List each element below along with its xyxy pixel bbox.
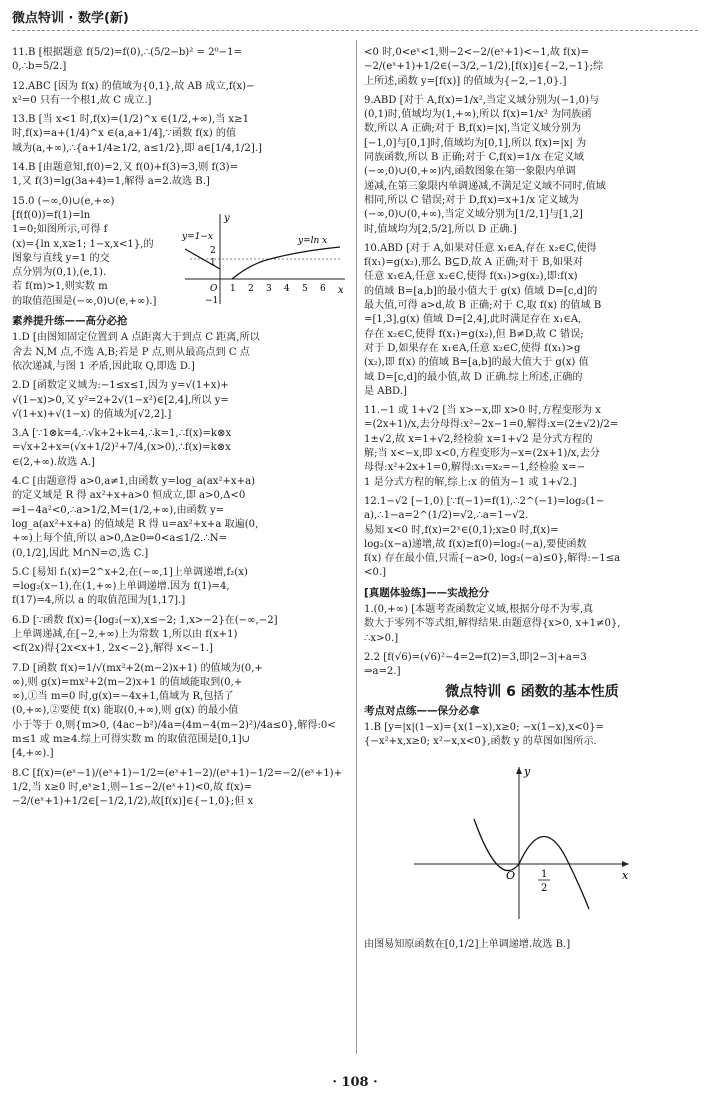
- answer-line: 的定义域是 R 得 ax²+x+a>0 恒成立,即 a>0,Δ<0: [12, 490, 246, 502]
- ln-label: y=ln x: [298, 235, 328, 246]
- right-answer-item: [364, 46, 700, 89]
- answer-line: +∞)上每个值,所以 a>0,Δ≥0⇒0<a≤1/2.∴N=: [12, 533, 228, 545]
- answer-line: log_a(ax²+x+a) 的值域是 R 得 u=ax²+x+a 取遍(0,: [12, 518, 259, 530]
- answer-line: 的值域 B=[a,b]的最小值大于 g(x) 值域 D=[c,d]的: [364, 285, 598, 297]
- answer-line: −2/(eˣ+1)+1/2∈(−3/2,−1/2),[f(x)]∈{−2,−1};综: [364, 61, 604, 73]
- tick-x-5: 5: [302, 283, 308, 294]
- x-label: x: [338, 284, 344, 296]
- left-answer-item: [12, 767, 350, 810]
- answer-line: 依次递减,与图 1 矛盾,因此取 Q,即选 D.]: [12, 360, 195, 372]
- right-answer-item: [364, 495, 700, 581]
- answer-line: 0,∴b=5/2.]: [12, 61, 67, 73]
- ln-curve: [232, 247, 340, 279]
- answer-line: 1.B [y=|x|(1−x)={x(1−x),x≥0; −x(1−x),x<0}=: [364, 722, 604, 734]
- answer-line: ∈(2,+∞).故选 A.]: [12, 456, 95, 468]
- left-answer-item: [12, 662, 350, 762]
- right-answer-item: [364, 603, 700, 646]
- tick-x-2: 2: [248, 283, 254, 294]
- answer-line: f(x) 存在最小值,只需{−a>0, log₂(−a)≤0},解得:−1≤a: [364, 553, 621, 565]
- answer-line: [f(f(0))=f(1)=ln: [12, 209, 91, 221]
- origin-label: O: [506, 868, 516, 882]
- answer-line: 2.D [函数定义域为:−1≤x≤1,因为 y=√(1+x)+: [12, 380, 229, 392]
- left-answer-item: [12, 566, 350, 609]
- answer-line: ∴x>0.]: [364, 632, 399, 644]
- answer-line: (−∞,0)∪(0,+∞),当定义域分别为[1/2,1]与[1,2]: [364, 209, 583, 221]
- right-answer-item: [364, 651, 700, 680]
- section-heading-real-exam: [真题体验练]——实战抢分: [364, 586, 490, 599]
- page-number: · 108 ·: [332, 1075, 378, 1090]
- answer-line: 1.(0,+∞) [本题考查函数定义域,根据分母不为零,真: [364, 603, 594, 615]
- y-label: y: [224, 212, 230, 224]
- answer-line: 10.ABD [对于 A,如果对任意 x₁∈A,存在 x₂∈C,使得: [364, 242, 597, 254]
- answer-line: =log₂(x−1),在(1,+∞)上单调递增.因为 f(1)=4,: [12, 581, 230, 593]
- left-column: [12, 46, 350, 815]
- answer-line: (x)={ln x,x≥1; 1−x,x<1},的: [12, 238, 154, 250]
- answer-line: ∞),①当 m=0 时,g(x)=−4x+1,值域为 R,包括了: [12, 691, 234, 703]
- left-answer-item: [12, 113, 350, 156]
- tick-x-4: 4: [284, 283, 290, 294]
- left-answer-item: [12, 331, 350, 374]
- page-header: [12, 8, 698, 31]
- answer-line: 13.B [当 x<1 时,f(x)=(1/2)^x ∈(1/2,+∞),当 x≥1: [12, 114, 249, 126]
- answer-line: 上单调递减,在[−2,+∞)上为常数 1,所以由 f(x+1): [12, 628, 238, 640]
- tick-y1: 1: [210, 257, 216, 268]
- section-heading-points: 考点对点练——保分必拿: [364, 704, 480, 717]
- answer-line: 时,f(x)=a+(1/4)^x ∈(a,a+1/4],∵函数 f(x) 的值: [12, 128, 237, 140]
- x-axis-arrow: [622, 861, 629, 867]
- y-label: y: [524, 764, 531, 778]
- answer-line: 同族函数,所以 B 正确;对于 C,f(x)=1/x 在定义域: [364, 152, 585, 164]
- answer-line: ⇒1−4a²<0,∴a>1/2,M=(1/2,+∞),由函数 y=: [12, 504, 225, 516]
- answer-line: 时,值域均为[2,5/2],所以 D 正确.]: [364, 223, 517, 235]
- answer-line: 若 f(m)>1,则实数 m: [12, 281, 108, 293]
- answer-line: 11.−1 或 1+√2 [当 x>−x,即 x>0 时,方程变形为 x: [364, 405, 601, 417]
- answer-line: <0 时,0<eˣ<1,则−2<−2/(eˣ+1)<−1,故 f(x)=: [364, 47, 589, 58]
- answer-line: 相同,所以 C 错误;对于 D,f(x)=x+1/x 定义域为: [364, 194, 579, 206]
- answer-line: a),∴1−a=2^(1/2)=√2,∴a=1−√2.: [364, 510, 529, 522]
- tick-x-3: 3: [266, 283, 272, 294]
- answer-line: 的取值范围是(−∞,0)∪(e,+∞).]: [12, 295, 157, 307]
- answer-line: 9.ABD [对于 A,f(x)=1/x²,当定义域分别为(−1,0)与: [364, 94, 600, 106]
- left-answer-item: [12, 80, 350, 109]
- right-answer-item: [364, 242, 700, 399]
- right-answer-item: [364, 721, 700, 750]
- answer-line: {−x²+x,x≥0; x²−x,x<0},函数 y 的草图如图所示.: [364, 736, 597, 748]
- section-heading-improve: 素养提升练——高分必抢: [12, 315, 128, 328]
- graph-ln-and-line: [180, 209, 350, 309]
- origin-label: O: [210, 283, 218, 294]
- answer-line: 图象与直线 y=1 的交: [12, 252, 110, 264]
- answer-line: f(x₁)=g(x₂),那么 B⊆D,故 A 正确;对于 B,如果对: [364, 257, 583, 269]
- unit-title: 微点特训 6 函数的基本性质: [445, 684, 619, 701]
- answer-line: 任意 x₁∈A,任意 x₂∈C,使得 f(x₁)>g(x₂),即:f(x): [364, 271, 578, 283]
- answer-line: 2.2 [f(√6)=(√6)²−4=2⇒f(2)=3,即|2−3|+a=3: [364, 651, 587, 663]
- left-answer-item: [12, 379, 350, 422]
- answer-line: (0,+∞),②要使 f(x) 能取(0,+∞),则 g(x) 的最小值: [12, 705, 239, 717]
- answer-line: 易知 x<0 时,f(x)=2ˣ∈(0,1);x≥0 时,f(x)=: [364, 524, 559, 536]
- answer-line: 递减,在第三象限内单调递减,不满足定义域不同时,值域: [364, 180, 606, 192]
- answer-line: (−∞,0)∪(0,+∞)内,函数图象在第一象限内单调: [364, 166, 576, 178]
- answer-line: 数,所以 A 正确;对于 B,f(x)=|x|,当定义域分别为: [364, 123, 581, 135]
- left-answer-item: [12, 427, 350, 470]
- tick-x-6: 6: [320, 283, 326, 294]
- answer-line: (x₂),即 f(x) 的值域 B=[a,b]的最大值大于 g(x) 值: [364, 357, 589, 369]
- answer-line: ∞),则 g(x)=mx²+2(m−2)x+1 的值域能取到(0,+: [12, 676, 243, 688]
- sketch-graph-y-abs-x: [404, 759, 634, 929]
- answer-line: ⇒a=2.]: [364, 666, 401, 678]
- left-answer-item: [12, 46, 350, 75]
- answer-line: 7.D [函数 f(x)=1/√(mx²+2(m−2)x+1) 的值域为(0,+: [12, 662, 263, 674]
- right-column: [364, 46, 700, 957]
- answer-line: 12.1−√2 [−1,0) [∵f(−1)=f(1),∴2^(−1)=log₂(1−: [364, 495, 605, 507]
- tick-2: 2: [210, 245, 216, 256]
- answer-line: [4,+∞).]: [12, 748, 54, 760]
- answer-line: =(2x+1)/x,去分母得:x²−2x−1=0,解得:x=(2±√2)/2=: [364, 419, 619, 431]
- answer-line: 5.C [易知 f₁(x)=2^x+2,在(−∞,1]上单调递增,f₂(x): [12, 566, 248, 578]
- answer-line: 最大值,可得 a>d,故 B 正确;对于 C,取 f(x) 的值域 B: [364, 300, 602, 312]
- tick-x-1: 1: [230, 283, 236, 294]
- answer-line: 1=0;如图所示,可得 f: [12, 224, 108, 236]
- answer-line: 1/2,当 x≥0 时,eˣ≥1,则−1≤−2/(eˣ+1)<0,故 f(x)=: [12, 781, 253, 793]
- answer-line: 1 是分式方程的解,综上:x 的值为−1 或 1+√2.]: [364, 476, 577, 488]
- answer-line: 点分别为(0,1),(e,1).: [12, 267, 107, 279]
- answer-line: x²=0 只有一个根1,故 C 成立.]: [12, 94, 152, 106]
- answer-line: 解;当 x<−x,即 x<0,方程变形为−x=(2x+1)/x,去分: [364, 448, 600, 460]
- answer-line: 3.A [∵1⊗k=4,∴√k+2+k=4,∴k=1,∴f(x)=k⊗x: [12, 428, 232, 440]
- answer-line: 是 ABD.]: [364, 385, 407, 397]
- final-line: 由图易知原函数在[0,1/2]上单调递增.故选 B.]: [364, 938, 571, 950]
- answer-line: 域为(a,+∞),∴{a+1/4≥1/2, a≤1/2},即 a∈[1/4,1/2].]: [12, 142, 262, 154]
- answer-line: 数大于零列不等式组,解得结果.由题意得{x>0, x+1≠0},: [364, 618, 621, 630]
- x-label: x: [622, 868, 629, 882]
- y-axis-arrow: [516, 767, 522, 774]
- answer-line: 存在 x₂∈C,使得 f(x₁)=g(x₂),但 B≠D,故 C 错误;: [364, 328, 584, 340]
- answer-line: 11.B [根据题意 f(5/2)=f(0),∴(5/2−b)² = 2⁰−1=: [12, 47, 242, 58]
- answer-line: 1.D [由图知固定位置到 A 点距离大于到点 C 距离,所以: [12, 332, 260, 344]
- left-answer-item: [12, 195, 350, 309]
- answer-line: 舍去 N,M 点,不选 A,B;若是 P 点,则从最高点到 C 点: [12, 346, 250, 358]
- answer-line: <0.]: [364, 567, 387, 579]
- answer-line: 对于 D,如果存在 x₁∈A,任意 x₂∈C,使得 f(x₁)>g: [364, 342, 581, 354]
- answer-line: 6.D [∵函数 f(x)={log₂(−x),x≤−2; 1,x>−2}在(−∞,−2]: [12, 614, 278, 626]
- answer-line: 8.C [f(x)=(eˣ−1)/(eˣ+1)−1/2=(eˣ+1−2)/(eˣ+1)−1/2=−2/(eˣ+1)+: [12, 767, 343, 779]
- answer-line: (0,1)时,值域均为(1,+∞),所以 f(x)=1/x² 为同族函: [364, 109, 592, 121]
- left-answer-item: [12, 614, 350, 657]
- right-answer-item: [364, 404, 700, 490]
- answer-line: =[1,3],g(x) 值域 D=[2,4],此时满足存在 x₁∈A,: [364, 314, 582, 326]
- answer-line: √(1+x)+√(1−x) 的值域为[√2,2].]: [12, 408, 172, 420]
- left-answer-item: [12, 161, 350, 190]
- left-answer-item: [12, 475, 350, 561]
- answer-line: 12.ABC [因为 f(x) 的值域为{0,1},故 AB 成立,f(x)−: [12, 80, 255, 92]
- header-title: 微点特训 · 数学(新): [12, 11, 129, 26]
- line-label: y=1−x: [182, 231, 213, 242]
- answer-line: 14.B [由题意知,f(0)=2,又 f(0)+f(3)=3,则 f(3)=: [12, 162, 239, 174]
- answer-line: −2/(eˣ+1)+1/2∈[−1/2,1/2),故[f(x)]∈{−1,0};但 x: [12, 796, 254, 808]
- answer-line: 1±√2,故 x=1+√2,经检验 x=1+√2 是分式方程的: [364, 433, 593, 445]
- answer-line: 小于等于 0,则{m>0, (4ac−b²)/4a=(4m−4(m−2)²)/4a≤0},解得:0<: [12, 719, 336, 731]
- answer-line: <f(2x)得{2x<x+1, 2x<−2},解得 x<−1.]: [12, 643, 213, 655]
- answer-line: m≤1 或 m≥4.综上可得实数 m 的取值范围是[0,1]∪: [12, 734, 251, 746]
- half-den: 2: [541, 882, 548, 894]
- right-answer-item: [364, 94, 700, 237]
- answer-line: 母得:x²+2x+1=0,解得:x₁=x₂=−1,经检验 x=−: [364, 462, 586, 474]
- answer-line: (0,1/2],因此 M∩N=∅,选 C.]: [12, 547, 149, 559]
- answer-line: [−1,0]与[0,1]时,值域均为[0,1],所以 f(x)=|x| 为: [364, 137, 587, 149]
- tick-neg1: −1: [205, 295, 219, 306]
- column-divider: [356, 40, 357, 1054]
- answer-line: 域 D=[c,d]的最小值,故 D 正确.综上所述,正确的: [364, 371, 583, 383]
- half-num: 1: [541, 868, 548, 880]
- answer-line: 1,又 f(3)=lg(3a+4)=1,解得 a=2.故选 B.]: [12, 176, 210, 188]
- answer-line: 15.0 (−∞,0)∪(e,+∞): [12, 195, 115, 207]
- answer-line: log₂(x−a)递增,故 f(x)≥f(0)=log₂(−a),要使函数: [364, 538, 587, 550]
- answer-line: f(17)=4,所以 a 的取值范围为[1,17].]: [12, 595, 186, 607]
- answer-line: √(1−x)>0,又 y²=2+2√(1−x²)∈[2,4],所以 y=: [12, 394, 229, 406]
- answer-line: =√x+2+x=(√x+1/2)²+7/4,(x>0),∴f(x)=k⊗x: [12, 442, 231, 454]
- answer-line: 上所述,函数 y=[f(x)] 的值域为{−2,−1,0}.]: [364, 75, 567, 87]
- answer-line: 4.C [由题意得 a>0,a≠1,由函数 y=log_a(ax²+x+a): [12, 476, 256, 488]
